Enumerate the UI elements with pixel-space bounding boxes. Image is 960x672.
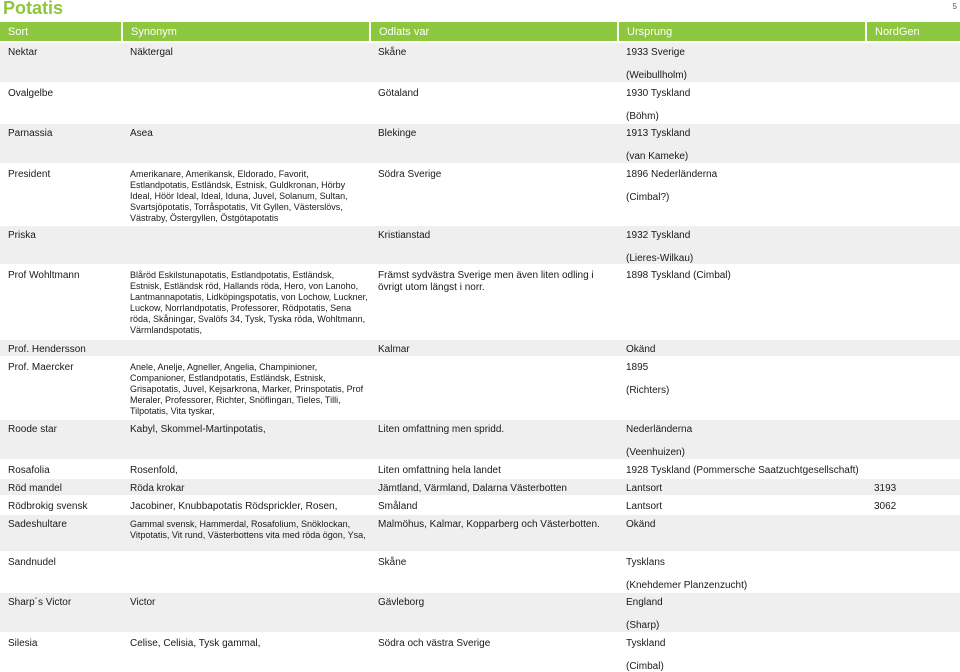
cell-synonym	[122, 83, 370, 124]
cell-nordgen	[866, 42, 960, 83]
table-row	[0, 592, 960, 633]
cell-odlats: Skåne	[370, 42, 618, 83]
cell-sort: Rödbrokig svensk	[0, 496, 122, 514]
cell-sort: Priska	[0, 225, 122, 266]
cell-sort: Prof. Hendersson	[0, 339, 122, 357]
cell-nordgen	[866, 514, 960, 552]
cell-ursprung: 1930 Tyskland (Böhm)	[618, 83, 866, 124]
cell-ursprung: Okänd	[618, 339, 866, 357]
table-row	[0, 83, 960, 124]
page-number: 5	[953, 2, 957, 11]
cell-odlats: Skåne	[370, 552, 618, 593]
cell-nordgen	[866, 164, 960, 225]
cell-sort: Röd mandel	[0, 478, 122, 496]
cell-nordgen: 3193	[866, 478, 960, 496]
cell-synonym	[122, 552, 370, 593]
cell-ursprung: 1933 Sverige (Weibullholm)	[618, 42, 866, 83]
cell-synonym	[122, 339, 370, 357]
cell-sort: Sharp´s Victor	[0, 592, 122, 633]
cell-odlats: Kristianstad	[370, 225, 618, 266]
cell-sort: Silesia	[0, 633, 122, 672]
header-ursprung: Ursprung	[618, 22, 866, 42]
cell-odlats	[370, 357, 618, 419]
cell-ursprung: Tysklans (Knehdemer Planzenzucht)	[618, 552, 866, 593]
table-row	[0, 496, 960, 514]
cell-synonym: Rosenfold,	[122, 460, 370, 478]
cell-synonym: Blåröd Eskilstunapotatis, Estlandpotatis, Estländsk, Estnisk, Estländsk röd, Hallands röda, Hero, von Lanoho, Lantmannapotatis, Lidköpingspotatis, von Lochow, Luckner, Luckow, Norrlandpotatis, Professorer, Rödpotatis, Sena röda, Skåningar, Svalöfs 34, Tysk, Tyska röda, Wohltmann, Värmlandspotatis,	[122, 265, 370, 339]
cell-synonym: Amerikanare, Amerikansk, Eldorado, Favorit, Estlandpotatis, Estländsk, Estnisk, Guldkronan, Hörby Ideal, Höör Ideal, Ideal, Iduna, Juvel, Solanum, Sultan, Svartsjöpotatis, Torråspotatis, Vit Gyllen, Västerslövs, Västraby, Östergyllen, Östgötapotatis	[122, 164, 370, 225]
cell-synonym	[122, 225, 370, 266]
cell-ursprung: Tyskland (Cimbal)	[618, 633, 866, 672]
cell-ursprung: 1895 (Richters)	[618, 357, 866, 419]
cell-nordgen	[866, 339, 960, 357]
page-title: Potatis	[3, 0, 63, 19]
potato-variety-table	[0, 22, 960, 672]
cell-synonym: Gammal svensk, Hammerdal, Rosafolium, Snöklockan, Vitpotatis, Vit rund, Västerbottens vita med röda ögon, Ysa,	[122, 514, 370, 552]
header-odlats-var: Odlats var	[370, 22, 618, 42]
cell-sort: Prof Wohltmann	[0, 265, 122, 339]
cell-odlats: Liten omfattning hela landet	[370, 460, 618, 478]
cell-nordgen	[866, 357, 960, 419]
cell-sort: Ovalgelbe	[0, 83, 122, 124]
cell-synonym: Asea	[122, 123, 370, 164]
cell-sort: President	[0, 164, 122, 225]
cell-odlats: Blekinge	[370, 123, 618, 164]
cell-odlats: Kalmar	[370, 339, 618, 357]
cell-synonym: Näktergal	[122, 42, 370, 83]
cell-synonym: Victor	[122, 592, 370, 633]
cell-ursprung: 1928 Tyskland (Pommersche Saatzuchtgesellschaft)	[618, 460, 866, 478]
table-row	[0, 460, 960, 478]
table-row	[0, 357, 960, 419]
cell-ursprung: Lantsort	[618, 478, 866, 496]
table-row	[0, 164, 960, 225]
cell-ursprung: 1896 Nederländerna (Cimbal?)	[618, 164, 866, 225]
cell-ursprung: Nederländerna (Veenhuizen)	[618, 419, 866, 460]
table-row	[0, 514, 960, 552]
cell-synonym: Kabyl, Skommel-Martinpotatis,	[122, 419, 370, 460]
cell-sort: Sandnudel	[0, 552, 122, 593]
cell-odlats: Malmöhus, Kalmar, Kopparberg och Västerbotten.	[370, 514, 618, 552]
cell-odlats: Gävleborg	[370, 592, 618, 633]
cell-ursprung: 1932 Tyskland (Lieres-Wilkau)	[618, 225, 866, 266]
cell-nordgen	[866, 225, 960, 266]
cell-nordgen	[866, 419, 960, 460]
cell-odlats: Småland	[370, 496, 618, 514]
cell-sort: Nektar	[0, 42, 122, 83]
header-sort: Sort	[0, 22, 122, 42]
cell-odlats: Jämtland, Värmland, Dalarna Västerbotten	[370, 478, 618, 496]
cell-ursprung: 1898 Tyskland (Cimbal)	[618, 265, 866, 339]
cell-sort: Sadeshultare	[0, 514, 122, 552]
table-row	[0, 552, 960, 593]
table-row	[0, 123, 960, 164]
cell-ursprung: Lantsort	[618, 496, 866, 514]
cell-odlats: Södra Sverige	[370, 164, 618, 225]
table-header-row	[0, 22, 960, 42]
cell-sort: Roode star	[0, 419, 122, 460]
table-row	[0, 419, 960, 460]
cell-sort: Prof. Maercker	[0, 357, 122, 419]
cell-nordgen	[866, 633, 960, 672]
cell-synonym: Celise, Celisia, Tysk gammal,	[122, 633, 370, 672]
cell-odlats: Södra och västra Sverige	[370, 633, 618, 672]
table-row	[0, 633, 960, 672]
cell-synonym: Anele, Anelje, Agneller, Angelia, Champinioner, Companioner, Estlandpotatis, Estländsk, Estnisk, Grisapotatis, Juvel, Kejsarkrona, Marker, Prinspotatis, Prof Meraler, Professorer, Richter, Snöflingan, Tieles, Tilli, Tilpotatis, Vita tyskar,	[122, 357, 370, 419]
cell-odlats: Främst sydvästra Sverige men även liten odling i övrigt utom längst i norr.	[370, 265, 618, 339]
table-row	[0, 478, 960, 496]
table-row	[0, 42, 960, 83]
cell-odlats: Liten omfattning men spridd.	[370, 419, 618, 460]
table-row	[0, 339, 960, 357]
cell-odlats: Götaland	[370, 83, 618, 124]
cell-synonym: Röda krokar	[122, 478, 370, 496]
cell-nordgen	[866, 123, 960, 164]
header-nordgen: NordGen	[866, 22, 960, 42]
cell-ursprung: 1913 Tyskland (van Kameke)	[618, 123, 866, 164]
cell-nordgen	[866, 552, 960, 593]
cell-sort: Parnassia	[0, 123, 122, 164]
cell-ursprung: Okänd	[618, 514, 866, 552]
cell-ursprung: England (Sharp)	[618, 592, 866, 633]
header-synonym: Synonym	[122, 22, 370, 42]
cell-nordgen	[866, 265, 960, 339]
table-row	[0, 225, 960, 266]
cell-sort: Rosafolia	[0, 460, 122, 478]
cell-nordgen	[866, 83, 960, 124]
cell-nordgen	[866, 592, 960, 633]
cell-synonym: Jacobiner, Knubbapotatis Rödsprickler, Rosen,	[122, 496, 370, 514]
table-row	[0, 265, 960, 339]
cell-nordgen: 3062	[866, 496, 960, 514]
cell-nordgen	[866, 460, 960, 478]
